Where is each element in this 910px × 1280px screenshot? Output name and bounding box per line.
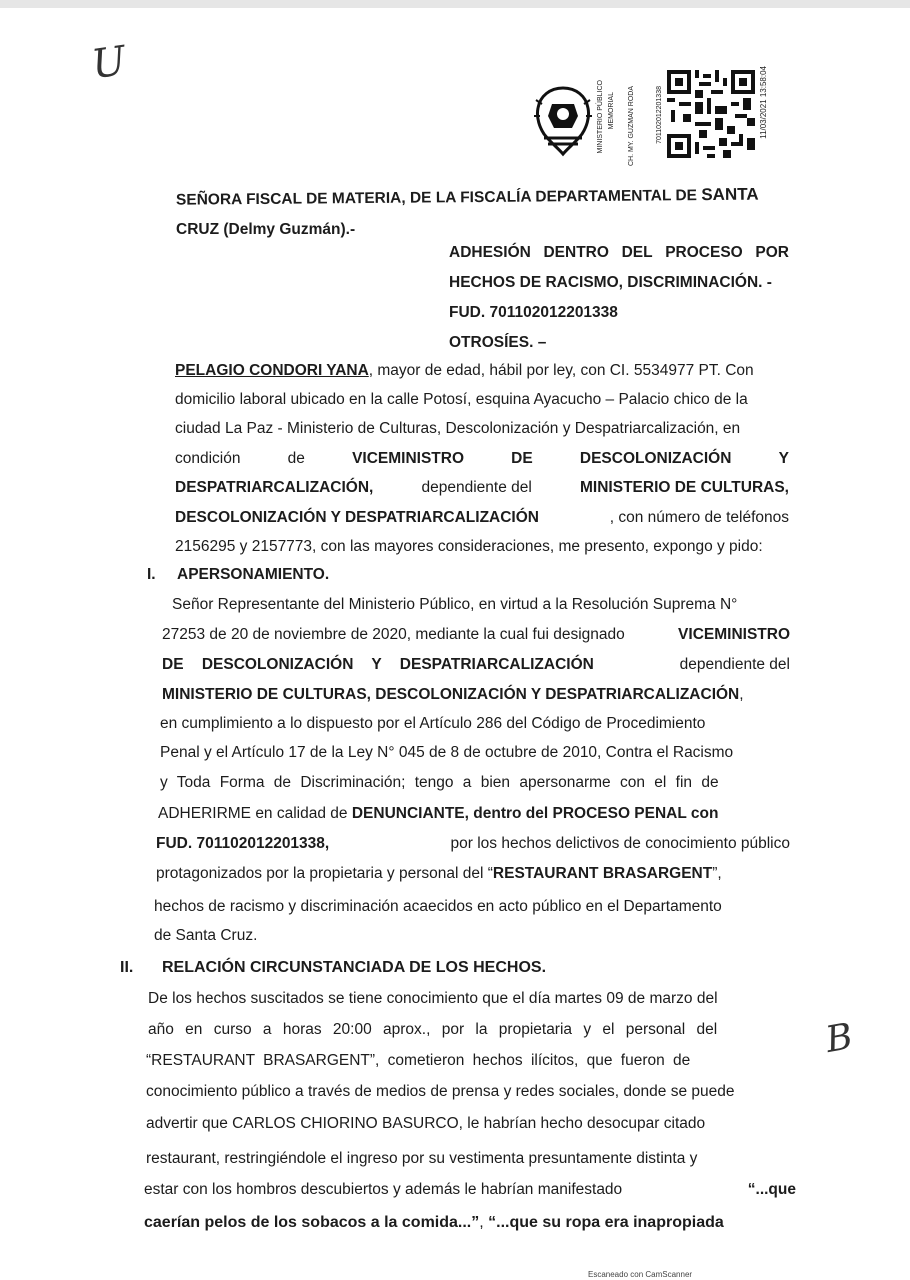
section-1-line-8: ADHERIRME en calidad de DENUNCIANTE, dentro del PROCESO PENAL con (158, 805, 719, 822)
section-1-line-7: y Toda Forma de Discriminación; tengo a bien apersonarme con el fin de (160, 774, 719, 791)
addressee-line-1: SEÑORA FISCAL DE MATERIA, DE LA FISCALÍA DEPARTAMENTAL DE SANTA (175, 184, 759, 209)
section-1-line-5: en cumplimiento a lo dispuesto por el Artículo 286 del Código de Procedimiento (160, 715, 706, 732)
section-1-line-9: FUD. 701102012201338, por los hechos delictivos de conocimiento público (156, 835, 790, 852)
reference-line-4: OTROSÍES. – (449, 334, 547, 351)
intro-line-3: ciudad La Paz - Ministerio de Culturas, Descolonización y Despatriarcalización, en (175, 420, 741, 437)
section-2-line-8: caerían pelos de los sobacos a la comida...”, “...que su ropa era inapropiada (144, 1214, 724, 1231)
intro-line-7: 2156295 y 2157773, con las mayores consideraciones, me presento, expongo y pido: (175, 538, 763, 555)
section-1-line-2: 27253 de 20 de noviembre de 2020, mediante la cual fui designado VICEMINISTRO (162, 626, 790, 643)
qr-code-icon (667, 70, 755, 158)
section-2-title: RELACIÓN CIRCUNSTANCIADA DE LOS HECHOS. (162, 959, 547, 976)
section-2-number: II. (120, 959, 134, 976)
section-2-line-3: “RESTAURANT BRASARGENT”, cometieron hechos ilícitos, que fueron de (146, 1052, 691, 1069)
section-1-line-10: protagonizados por la propietaria y personal del “RESTAURANT BRASARGENT”, (156, 865, 722, 882)
reference-line-2: HECHOS DE RACISMO, DISCRIMINACIÓN. - (449, 274, 772, 291)
handwritten-initial: U (88, 37, 129, 89)
scan-top-edge (0, 0, 910, 8)
handwritten-margin-mark: B (822, 1016, 856, 1061)
section-2-line-5: advertir que CARLOS CHIORINO BASURCO, le habrían hecho desocupar citado (146, 1115, 706, 1132)
section-1-line-3: DE DESCOLONIZACIÓN Y DESPATRIARCALIZACIÓN dependiente del (162, 656, 790, 673)
section-2-line-7: estar con los hombros descubiertos y además le habrían manifestado “...que (144, 1181, 796, 1198)
ministry-seal-icon (532, 82, 594, 160)
stamp-code: 701102012201338 (656, 86, 663, 144)
section-1-title: APERSONAMIENTO. (177, 566, 330, 583)
stamp-org-line1: MINISTERIO PÚBLICO (597, 80, 604, 154)
section-1-line-1: Señor Representante del Ministerio Público, en virtud a la Resolución Suprema N° (172, 596, 738, 613)
stamp-org-line2: MEMORIAL (608, 92, 615, 130)
section-2-line-6: restaurant, restringiéndole el ingreso por su vestimenta presuntamente distinta y (146, 1150, 698, 1167)
intro-line-5: DESPATRIARCALIZACIÓN, dependiente del MINISTERIO DE CULTURAS, (175, 479, 789, 496)
stamp-officer: CH. MY. GUZMAN RODA (628, 86, 635, 166)
intro-line-1: PELAGIO CONDORI YANA, mayor de edad, hábil por ley, con CI. 5534977 PT. Con (175, 362, 754, 379)
section-1-line-4: MINISTERIO DE CULTURAS, DESCOLONIZACIÓN Y DESPATRIARCALIZACIÓN, (162, 686, 744, 703)
addressee-line-2: CRUZ (Delmy Guzmán).- (176, 221, 356, 238)
section-2-line-2: año en curso a horas 20:00 aprox., por la propietaria y el personal del (148, 1021, 718, 1038)
intro-line-2: domicilio laboral ubicado en la calle Potosí, esquina Ayacucho – Palacio chico de la (175, 391, 748, 408)
section-2-line-1: De los hechos suscitados se tiene conocimiento que el día martes 09 de marzo del (148, 990, 718, 1007)
section-1-line-12: de Santa Cruz. (154, 927, 258, 944)
reference-line-3: FUD. 701102012201338 (449, 304, 618, 321)
section-1-line-11: hechos de racismo y discriminación acaecidos en acto público en el Departamento (154, 898, 722, 915)
section-1-line-6: Penal y el Artículo 17 de la Ley N° 045 de 8 de octubre de 2010, Contra el Racismo (160, 744, 734, 761)
reference-line-1: ADHESIÓN DENTRO DEL PROCESO POR (449, 244, 789, 261)
intro-line-4: condición de VICEMINISTRO DE DESCOLONIZACIÓN Y (175, 450, 789, 467)
section-1-number: I. (147, 566, 156, 583)
stamp-datetime: 11/03/2021 13:58:04 (759, 66, 768, 139)
section-2-line-4: conocimiento público a través de medios de prensa y redes sociales, donde se puede (146, 1083, 735, 1100)
scanner-watermark: Escaneado con CamScanner (588, 1270, 693, 1279)
intro-line-6: DESCOLONIZACIÓN Y DESPATRIARCALIZACIÓN , con número de teléfonos (175, 509, 789, 526)
